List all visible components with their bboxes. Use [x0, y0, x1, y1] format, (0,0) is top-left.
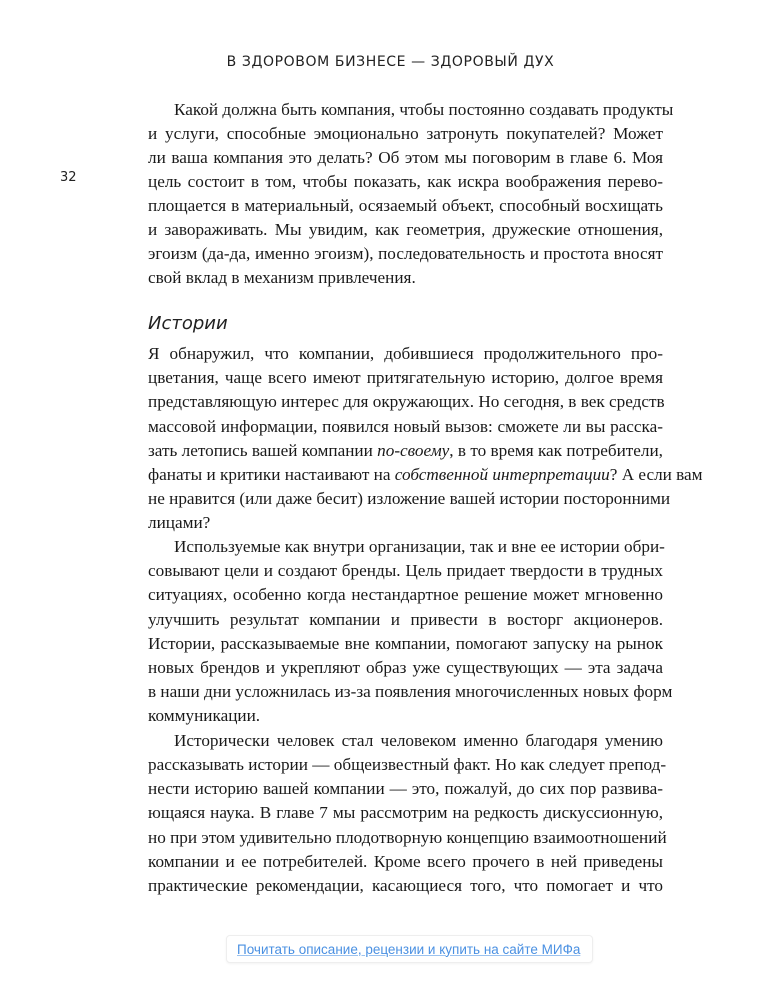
- text-line: Исторически человек стал человеком именно благодаря умению: [174, 731, 663, 750]
- text-line: площается в материальный, осязаемый объект, способный восхищать: [148, 196, 663, 215]
- text-line: совывают цели и создают бренды. Цель придает твердости в трудных: [148, 561, 663, 580]
- text-line: цветания, чаще всего имеют притягательную историю, долгое время: [148, 368, 663, 387]
- running-head: В ЗДОРОВОМ БИЗНЕСЕ — ЗДОРОВЫЙ ДУХ: [226, 54, 555, 70]
- text-line: Истории, рассказываемые вне компании, помогают запуску на рынок: [148, 634, 663, 653]
- text-line: рассказывать истории — общеизвестный факт. Но как следует препод-: [148, 755, 667, 774]
- text-line: эгоизм (да-да, именно эгоизм), последовательность и простота вносят: [148, 244, 663, 263]
- text-line: ли ваша компания это делать? Об этом мы поговорим в главе 6. Моя: [148, 148, 663, 167]
- text-line: нести историю вашей компании — это, пожалуй, до сих пор развива-: [148, 779, 663, 798]
- text-line: Какой должна быть компания, чтобы постоянно создавать продукты: [174, 100, 674, 119]
- text-line: в наши дни усложнилась из-за появления многочисленных новых форм: [148, 682, 673, 701]
- buy-link[interactable]: Почитать описание, рецензии и купить на сайте МИФа: [237, 941, 581, 957]
- text-line: массовой информации, появился новый вызов: сможете ли вы расска-: [148, 417, 663, 436]
- text-line: цель состоит в том, чтобы показать, как искра воображения перево-: [148, 172, 663, 191]
- text-line: свой вклад в механизм привлечения.: [148, 268, 416, 287]
- text-line: улучшить результат компании и привести в восторг акционеров.: [148, 610, 663, 629]
- cta-banner: [226, 935, 593, 963]
- text-line: Я обнаружил, что компании, добившиеся продолжительного про-: [148, 344, 663, 363]
- text-line: зать летопись вашей компании по-своему, в то время как потребители,: [148, 441, 663, 460]
- text-line: Используемые как внутри организации, так и вне ее истории обри-: [174, 537, 665, 556]
- text-line: но при этом удивительно плодотворную концепцию взаимоотношений: [148, 828, 667, 847]
- text-line: практические рекомендации, касающиеся того, что помогает и что: [148, 876, 663, 895]
- text-line: ситуациях, особенно когда нестандартное решение может мгновенно: [148, 585, 663, 604]
- text-line: фанаты и критики настаивают на собственной интерпретации? А если вам: [148, 465, 703, 484]
- text-line: ющаяся наука. В главе 7 мы рассмотрим на редкость дискуссионную,: [148, 803, 663, 822]
- text-line: не нравится (или даже бесит) изложение вашей истории посторонними: [148, 489, 671, 508]
- text-line: компании и ее потребителей. Кроме всего прочего в ней приведены: [148, 852, 663, 871]
- emphasis: по-своему: [377, 441, 450, 460]
- text-line: лицами?: [148, 513, 211, 532]
- text-line: представляющую интерес для окружающих. Но сегодня, в век средств: [148, 392, 665, 411]
- emphasis: собственной интерпретации: [394, 465, 610, 484]
- text-line: и завораживать. Мы увидим, как геометрия, дружеские отношения,: [148, 220, 663, 239]
- text-line: и услуги, способные эмоционально затронуть покупателей? Может: [148, 124, 663, 143]
- section-heading: Истории: [148, 313, 228, 334]
- text-line: новых брендов и укрепляют образ уже существующих — эта задача: [148, 658, 663, 677]
- text-line: коммуникации.: [148, 706, 261, 725]
- page-number: 32: [60, 170, 77, 185]
